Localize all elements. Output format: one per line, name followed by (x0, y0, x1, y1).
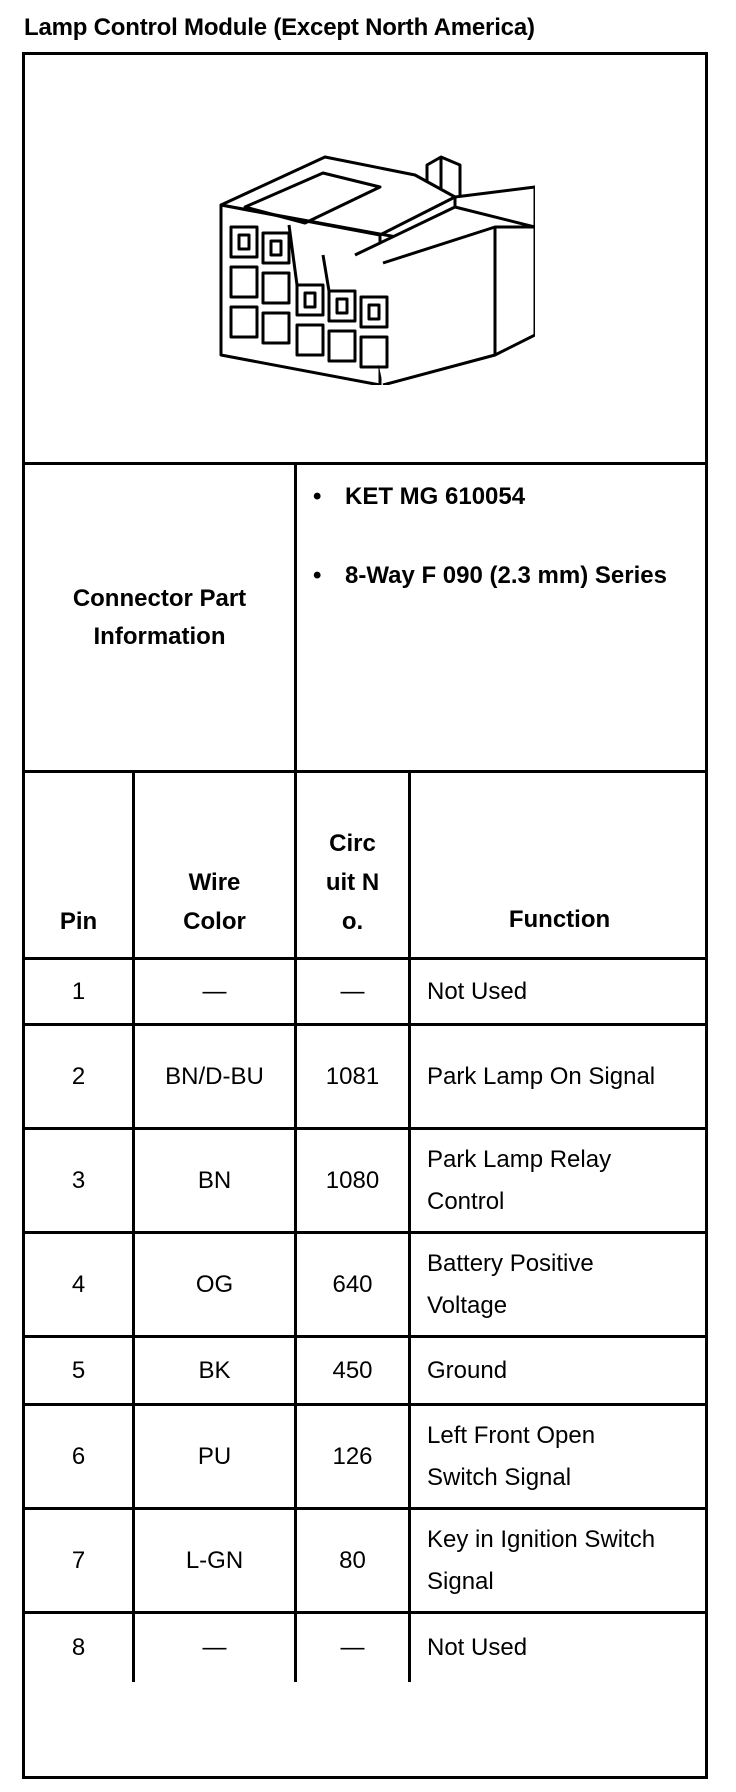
table-row (25, 1234, 708, 1338)
header-function: Function (411, 770, 708, 960)
wire-color-cell-text: — (202, 1634, 227, 1661)
function-cell (411, 1338, 708, 1403)
function-cell-text: Not Used (427, 1634, 528, 1661)
circuit-cell (297, 1510, 411, 1611)
pin-cell-text: 7 (71, 1546, 86, 1574)
wire-color-cell (135, 960, 297, 1023)
circuit-cell-text: 640 (332, 1270, 373, 1298)
connector-part-info-label (25, 465, 297, 770)
circuit-cell-text: — (340, 1634, 365, 1661)
wire-color-cell-text: OG (195, 1270, 234, 1298)
function-cell-text: Key in Ignition Switch Signal (427, 1525, 656, 1595)
wire-color-cell (135, 1130, 297, 1231)
circuit-cell-text: 450 (332, 1356, 373, 1384)
table-row (25, 1406, 708, 1510)
wire-color-cell-text: L-GN (185, 1546, 244, 1574)
circuit-cell-text: 126 (332, 1442, 373, 1470)
connector-part-info-text: Connector Part Information (72, 584, 247, 650)
function-cell (411, 1130, 708, 1231)
wire-color-cell (135, 1234, 297, 1335)
circuit-cell (297, 1614, 411, 1682)
pin-cell-text: 3 (71, 1166, 86, 1194)
pin-cell-text: 1 (71, 977, 86, 1005)
page-title: Lamp Control Module (Except North America) (24, 14, 535, 41)
bullet-icon: • (313, 562, 322, 589)
pin-cell-text: 2 (71, 1062, 86, 1090)
connector-series: 8-Way F 090 (2.3 mm) Series (345, 562, 667, 589)
pin-cell-text: 6 (71, 1442, 86, 1470)
wire-color-cell-text: BN/D-BU (165, 1062, 264, 1090)
header-circuit-no (297, 770, 411, 960)
circuit-cell (297, 1130, 411, 1231)
function-cell-text: Ground (427, 1356, 508, 1384)
function-cell (411, 1026, 708, 1127)
table-row (25, 1614, 708, 1682)
connector-drawing (205, 135, 535, 385)
connector-sheet (22, 52, 708, 1779)
function-cell (411, 1510, 708, 1611)
series-line (313, 557, 693, 595)
pin-cell-text: 4 (71, 1270, 86, 1298)
pin-cell (25, 1510, 135, 1611)
wire-color-cell (135, 1510, 297, 1611)
bullet-icon: • (313, 483, 322, 510)
function-cell (411, 1234, 708, 1335)
wire-color-cell-text: BK (198, 1356, 231, 1384)
function-cell-text: Park Lamp Relay Control (427, 1145, 612, 1215)
wire-color-cell (135, 1026, 297, 1127)
function-cell (411, 1406, 708, 1507)
pin-cell (25, 1234, 135, 1335)
table-row (25, 1026, 708, 1130)
function-cell-text: Battery Positive Voltage (427, 1249, 594, 1319)
pin-cell (25, 1614, 135, 1682)
function-cell-text: Left Front Open Switch Signal (427, 1421, 596, 1491)
table-row (25, 1338, 708, 1406)
part-number: KET MG 610054 (345, 483, 526, 510)
header-circuit-no-text: Circuit No. (325, 830, 380, 935)
header-pin: Pin (25, 770, 135, 960)
pin-cell (25, 1130, 135, 1231)
function-cell (411, 1614, 708, 1682)
wire-color-cell (135, 1614, 297, 1682)
pin-cell (25, 1338, 135, 1403)
circuit-cell-text: 1081 (325, 1062, 380, 1090)
circuit-cell-text: — (340, 977, 365, 1005)
connector-part-info-values (297, 465, 708, 770)
pin-cell-text: 5 (71, 1356, 86, 1384)
table-row (25, 1130, 708, 1234)
function-cell-text: Park Lamp On Signal (427, 1062, 656, 1090)
function-cell (411, 960, 708, 1023)
pin-cell (25, 1026, 135, 1127)
circuit-cell (297, 1406, 411, 1507)
circuit-cell (297, 1026, 411, 1127)
table-row (25, 1510, 708, 1614)
header-wire-color (135, 770, 297, 960)
connector-illustration (25, 55, 705, 465)
pin-cell-text: 8 (71, 1634, 86, 1661)
circuit-cell (297, 960, 411, 1023)
function-cell-text: Not Used (427, 977, 528, 1005)
wire-color-cell (135, 1338, 297, 1403)
wire-color-cell-text: BN (197, 1166, 232, 1194)
wire-color-cell-text: PU (197, 1442, 232, 1470)
wire-color-cell-text: — (202, 977, 227, 1005)
wire-color-cell (135, 1406, 297, 1507)
circuit-cell-text: 80 (339, 1546, 366, 1574)
pin-cell (25, 1406, 135, 1507)
part-number-line (313, 483, 525, 511)
circuit-cell-text: 1080 (325, 1166, 380, 1194)
pin-cell (25, 960, 135, 1023)
header-wire-color-text: Wire Color (183, 869, 246, 935)
circuit-cell (297, 1234, 411, 1335)
table-row (25, 960, 708, 1026)
circuit-cell (297, 1338, 411, 1403)
